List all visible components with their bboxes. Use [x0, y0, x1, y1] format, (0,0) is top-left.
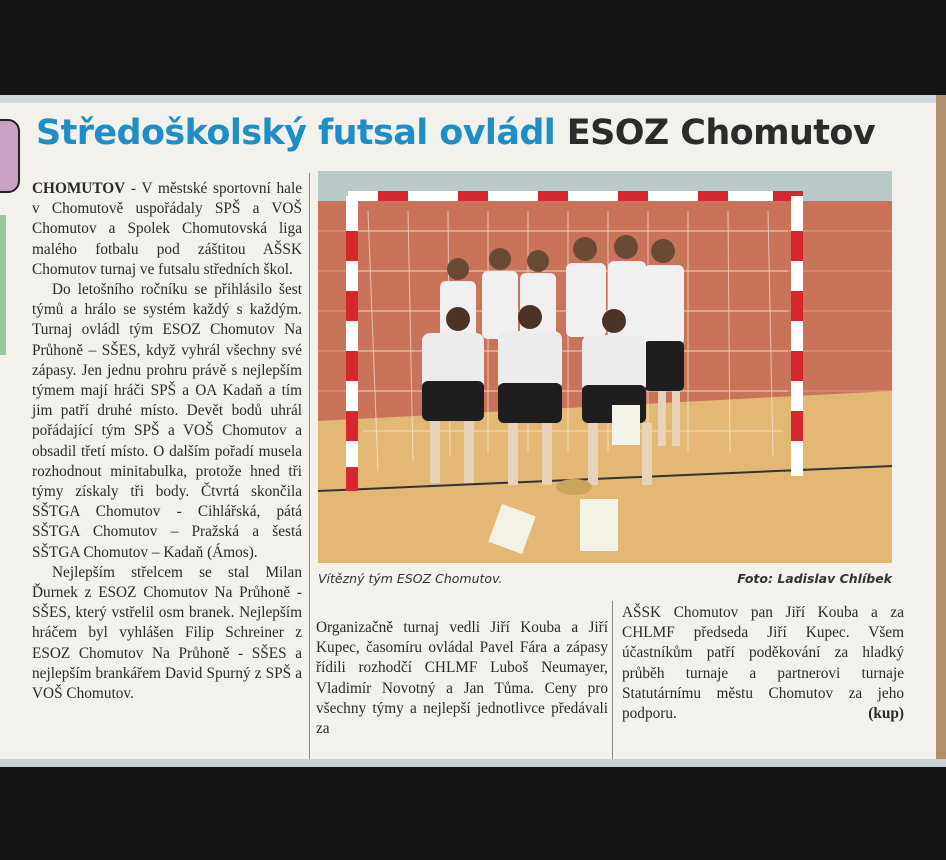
headline-blue-part: Středoškolský futsal ovládl	[36, 113, 556, 153]
author-signature: (kup)	[868, 705, 904, 723]
column-divider-1	[309, 173, 310, 763]
paragraph-3: Nejlepším střelcem se stal Milan Ďurnek z ESOZ Chomutov Na Průhoně - SŠES, který vstřelil osm branek. Nejlepším hráčem byl vyhlášen Filip Schreiner z ESOZ Chomutov Na Průhoně - SŠES a nejlepším brankářem David Spurný z SPŠ a VOŠ Chomutov.	[32, 563, 302, 703]
paragraph-4: Organizačně turnaj vedli Jiří Kouba a Jiří Kupec, časomíru ovládal Pavel Fára a zápasy řídili rozhodčí CHLMF Luboš Neumayer, Vladimír Novotný a Jan Tůma. Ceny pro všechny týmy a nejlepší jednotlivce předávali za	[316, 619, 608, 738]
paragraph-2: Do letošního ročníku se přihlásilo šest týmů a hrálo se systém každý s každým. Turnaj ovládl tým ESOZ Chomutov Na Průhoně – SŠES, když vyhrál všechny své zápasy. Jen jednu prohru právě s nejlepším týmem mají hráči SPŠ a OA Kadaň a tím jim patří druhé místo. Devět bodů uhrál pořádající tým SPŠ a VOŠ Chomutov a obsadil třetí místo. O dalším pořadí musela rozhodnout minitabulka, protože hned tři týmy získaly tři body. Čtvrtá skončila SŠTGA Chomutov - Cihlářská, pátá SŠTGA Chomutov – Pražská a šestá SŠTGA Chomutov – Kadaň (Ámos).	[32, 281, 302, 561]
paragraph-5	[622, 603, 904, 724]
headline-dark-part: ESOZ Chomutov	[566, 113, 876, 153]
bottom-color-strip	[0, 759, 946, 767]
paragraph-1	[32, 179, 302, 280]
paragraph-1-text: - V městské sportovní hale v Chomutově uspořádaly SPŠ a VOŠ Chomutov a Spolek Chomutovská liga malého fotbalu pod záštitou AŠSK Chomutov turnaj ve futsalu středních škol.	[32, 180, 302, 278]
dateline: CHOMUTOV	[32, 180, 126, 197]
caption-text: Vítězný tým ESOZ Chomutov.	[318, 571, 503, 586]
left-margin-mark	[0, 119, 20, 193]
photo-credit: Foto: Ladislav Chlíbek	[737, 571, 892, 586]
paragraph-5-text: AŠSK Chomutov pan Jiří Kouba a za CHLMF předseda Jiří Kupec. Všem účastníkům patří poděkování za hladký průběh turnaje a partnerovi turnaje Statutárnímu městu Chomutov za jeho podporu.	[622, 604, 904, 723]
top-color-strip	[0, 95, 946, 103]
article-column-1	[32, 179, 302, 704]
article-column-2	[316, 618, 608, 739]
photo-caption	[318, 571, 892, 586]
team-photo	[318, 171, 892, 563]
left-color-bar	[0, 215, 6, 355]
column-divider-2	[612, 601, 613, 763]
article-column-3	[622, 603, 904, 724]
newspaper-page	[0, 95, 946, 767]
right-page-edge	[936, 95, 946, 767]
article-headline	[36, 113, 875, 153]
